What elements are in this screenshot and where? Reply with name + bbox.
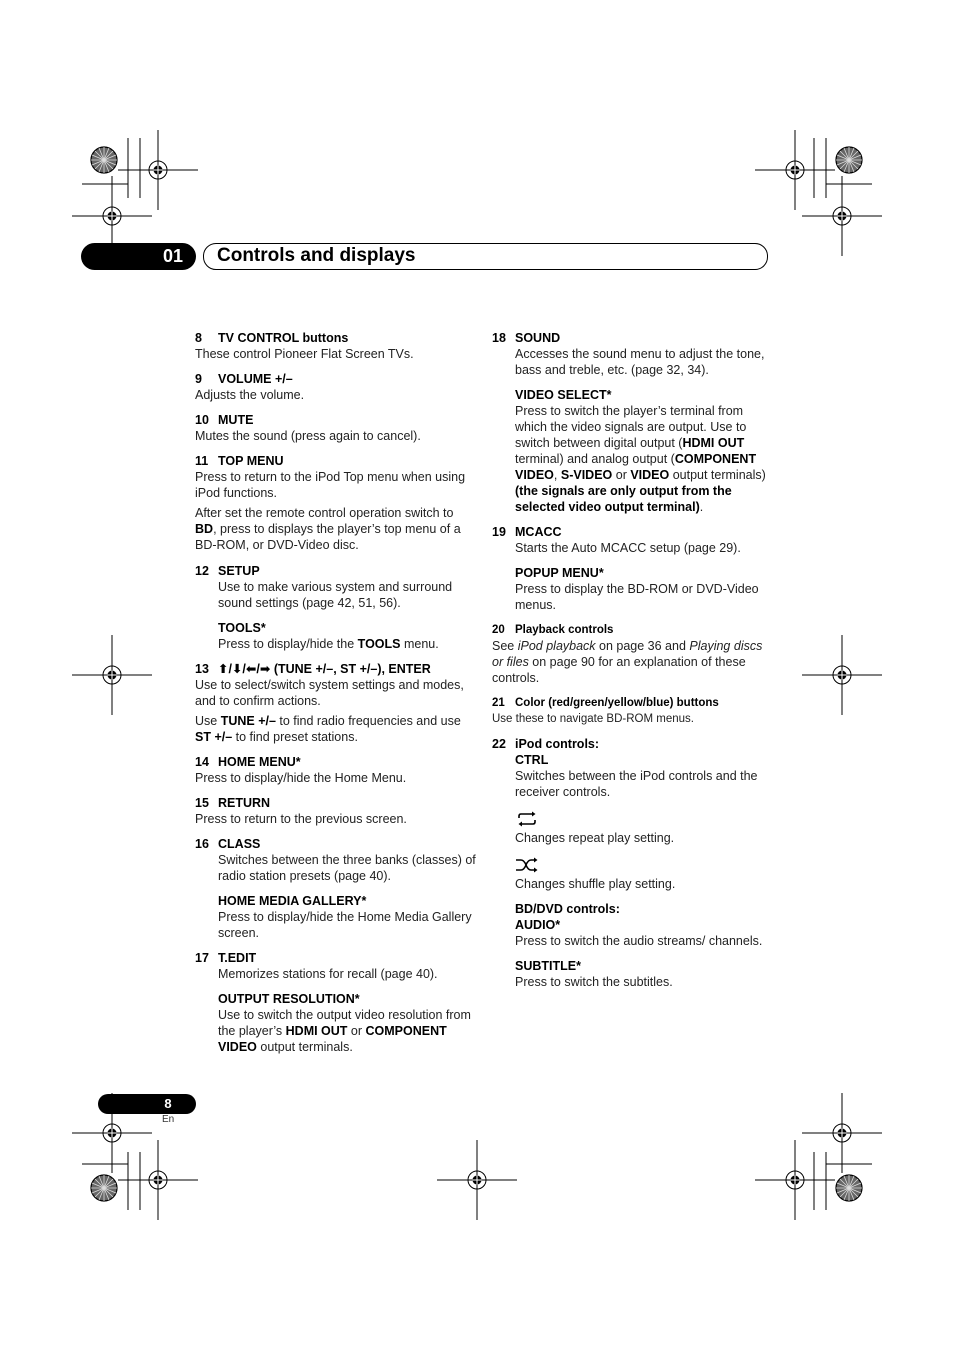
- sub-item-video-select: VIDEO SELECT* Press to switch the player’s terminal from which the video signals are output. Use to switch between digital output (HDMI OUT terminal) and analog output (COMPONENT VIDEO, S-VIDEO or VIDEO output terminals) (the signals are only output from the selected video output terminal).: [492, 387, 774, 515]
- item-17: [195, 950, 477, 1055]
- item-heading: SETUP: [218, 564, 260, 578]
- item-description: Press to display/hide the Home Menu.: [195, 771, 407, 785]
- item-18: [492, 330, 774, 515]
- item-8: [195, 330, 477, 362]
- left-column: [195, 330, 477, 1064]
- repeat-icon: [515, 808, 774, 830]
- sub-heading: OUTPUT RESOLUTION*: [218, 992, 360, 1006]
- page-tab: [98, 1094, 196, 1114]
- item-number: 15: [195, 796, 209, 810]
- item-description: Press to return to the iPod Top menu when using iPod functions.: [195, 470, 466, 500]
- item-22: [492, 736, 774, 990]
- item-number: 11: [195, 454, 209, 468]
- item-number: 17: [195, 951, 209, 965]
- item-heading: HOME MENU*: [218, 755, 301, 769]
- item-number: 22: [492, 737, 506, 751]
- item-description: Switches between the three banks (classes) of radio station presets (page 40).: [218, 853, 476, 883]
- item-description: Use these to navigate BD-ROM menus.: [492, 713, 694, 725]
- item-description: Use to select/switch system settings and modes, and to confirm actions.: [195, 678, 464, 708]
- item-description: Accesses the sound menu to adjust the tone, bass and treble, etc. (page 32, 34).: [515, 347, 765, 377]
- item-number: 14: [195, 755, 209, 769]
- item-note: After set the remote control operation switch to BD, press to displays the player’s top menu of a BD-ROM, or DVD-Video disc.: [195, 506, 461, 552]
- sub-description: Press to switch the subtitles.: [515, 975, 673, 989]
- shuffle-icon: [515, 854, 774, 876]
- item-description: Use to make various system and surround sound settings (page 42, 51, 56).: [218, 580, 453, 610]
- item-13: [195, 661, 477, 745]
- language-label: En: [162, 1114, 175, 1125]
- sub-heading: TOOLS*: [218, 621, 266, 635]
- item-heading: CLASS: [218, 837, 261, 851]
- item-15: [195, 795, 477, 827]
- item-heading: T.EDIT: [218, 951, 257, 965]
- item-number: 13: [195, 662, 209, 676]
- sub-heading: BD/DVD controls:: [515, 902, 620, 916]
- sub-item-tools: TOOLS* Press to display/hide the TOOLS menu.: [195, 620, 477, 652]
- sub-item-home-media-gallery: [195, 893, 477, 941]
- item-heading: MCACC: [515, 525, 562, 539]
- page-title: Controls and displays: [217, 245, 416, 266]
- sub-description: Press to display the BD-ROM or DVD-Video menus.: [515, 582, 759, 612]
- item-number: 18: [492, 331, 506, 345]
- item-description: Memorizes stations for recall (page 40).: [218, 967, 438, 981]
- sub-heading: POPUP MENU*: [515, 566, 604, 580]
- item-description: Adjusts the volume.: [195, 388, 305, 402]
- item-heading: iPod controls:: [515, 737, 600, 751]
- item-12: [195, 563, 477, 652]
- item-heading: SOUND: [515, 331, 561, 345]
- item-note: Use TUNE +/– to find radio frequencies and use ST +/– to find preset stations.: [195, 714, 461, 744]
- item-description: Starts the Auto MCACC setup (page 29).: [515, 541, 741, 555]
- right-column: [492, 330, 774, 999]
- sub-description: Switches between the iPod controls and the receiver controls.: [515, 769, 758, 799]
- item-20: 20 Playback controls See iPod playback on page 36 and Playing discs or files on page 90 for an explanation of these controls.: [492, 624, 763, 685]
- page-number: 8: [164, 1096, 172, 1111]
- repeat-description: Changes repeat play setting.: [515, 831, 675, 845]
- sub-item-popup-menu: [492, 565, 774, 613]
- arrow-icons: ⬆/⬇/⬅/➡: [218, 662, 271, 676]
- sub-description: Press to switch the audio streams/ channels.: [515, 934, 763, 948]
- sub-heading: CTRL: [515, 753, 549, 767]
- item-heading: RETURN: [218, 796, 271, 810]
- item-21: [492, 695, 774, 727]
- item-11: [195, 453, 477, 553]
- item-heading: VOLUME +/–: [218, 372, 293, 386]
- item-19: [492, 524, 774, 613]
- item-number: 20: [492, 624, 505, 636]
- item-description: These control Pioneer Flat Screen TVs.: [195, 347, 414, 361]
- item-description: Press to return to the previous screen.: [195, 812, 407, 826]
- item-14: [195, 754, 477, 786]
- sub-item-output-resolution: OUTPUT RESOLUTION* Use to switch the output video resolution from the player’s HDMI OUT or COMPONENT VIDEO output terminals.: [195, 991, 477, 1055]
- shuffle-description: Changes shuffle play setting.: [515, 877, 676, 891]
- item-10: [195, 412, 477, 444]
- sub-heading: SUBTITLE*: [515, 959, 581, 973]
- item-number: 8: [195, 331, 202, 345]
- item-number: 21: [492, 697, 505, 709]
- item-number: 12: [195, 564, 209, 578]
- item-heading: MUTE: [218, 413, 254, 427]
- item-heading: TOP MENU: [218, 454, 284, 468]
- item-heading: Color (red/green/yellow/blue) buttons: [515, 697, 719, 709]
- item-heading: Playback controls: [515, 624, 614, 636]
- item-16: [195, 836, 477, 941]
- item-number: 10: [195, 413, 209, 427]
- section-number: 01: [162, 246, 184, 266]
- item-heading: TV CONTROL buttons: [218, 331, 349, 345]
- sub-heading: VIDEO SELECT*: [515, 388, 612, 402]
- item-9: [195, 371, 477, 403]
- item-number: 9: [195, 372, 202, 386]
- item-description: Mutes the sound (press again to cancel).: [195, 429, 421, 443]
- item-number: 19: [492, 525, 506, 539]
- sub-description: Press to display/hide the Home Media Gallery screen.: [218, 910, 472, 940]
- sub-heading: AUDIO*: [515, 918, 561, 932]
- item-number: 16: [195, 837, 209, 851]
- sub-heading: HOME MEDIA GALLERY*: [218, 894, 367, 908]
- item-heading: (TUNE +/–, ST +/–), ENTER: [273, 662, 431, 676]
